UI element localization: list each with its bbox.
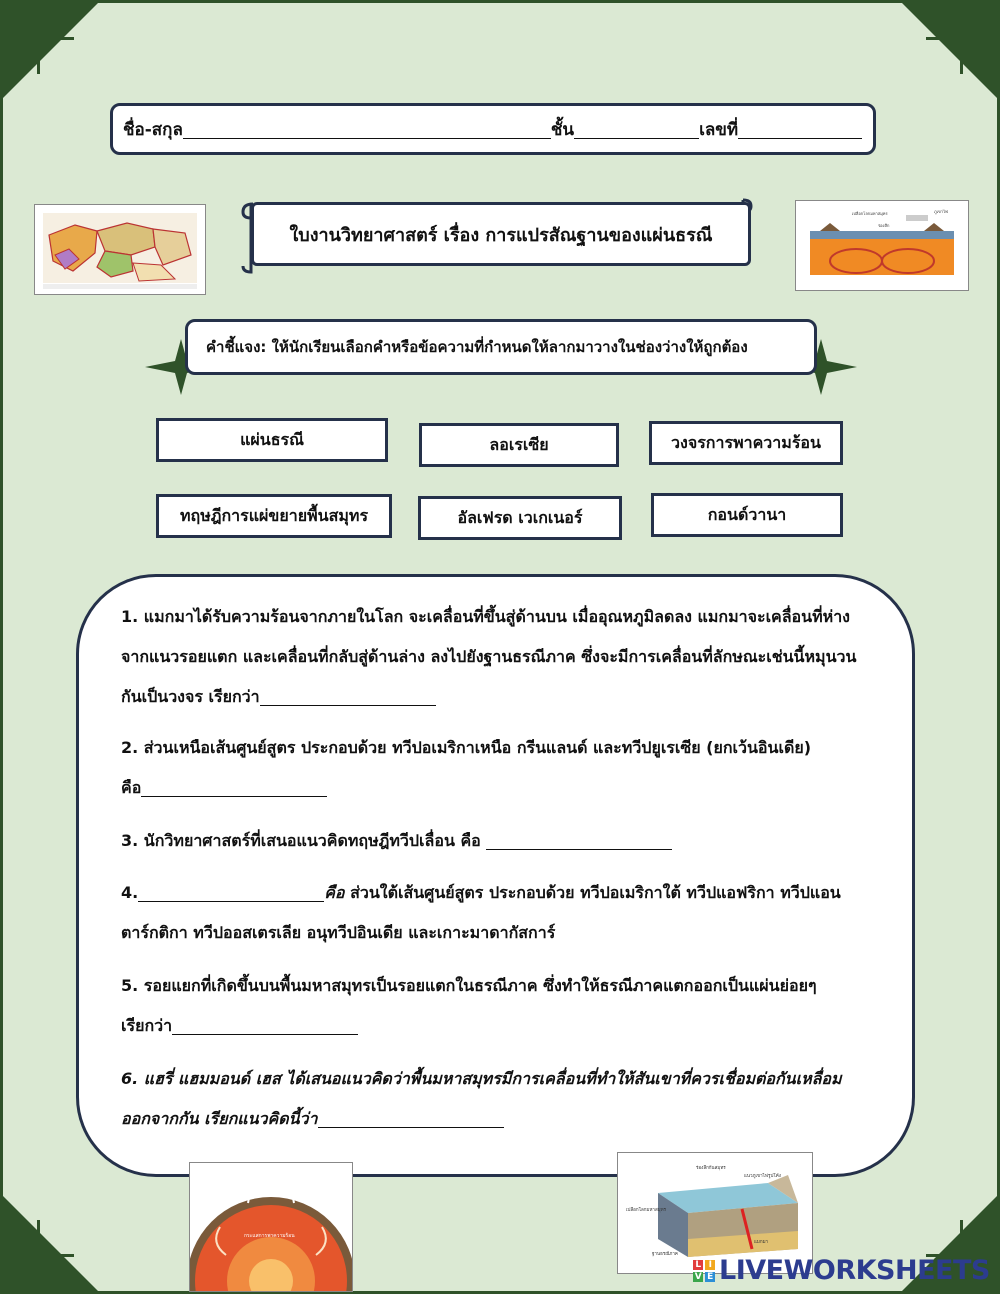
question-2-line xyxy=(121,768,891,808)
plate-map-illustration xyxy=(35,205,205,294)
live-letter: V xyxy=(694,1271,702,1282)
live-letter: L xyxy=(693,1260,703,1270)
mantle-convection-illustration xyxy=(190,1163,352,1291)
answer-blank-2[interactable] xyxy=(141,776,327,797)
illustration-label: ภูเขาไฟ xyxy=(934,209,948,214)
name-blank xyxy=(183,120,551,139)
number-blank xyxy=(738,120,862,139)
live-badge xyxy=(693,1260,715,1282)
illustration-label: ร่องลึก xyxy=(878,223,890,228)
question-1-line: 1. แมกมาได้รับความร้อนจากภายในโลก จะเคลื่อนที่ขึ้นสู่ด้านบน เมื่ออุณหภูมิลดลง แมกมาจะเคลื่อนที่ห่าง xyxy=(121,607,850,626)
answer-blank-3[interactable] xyxy=(486,829,672,850)
question-2-line: 2. ส่วนเหนือเส้นศูนย์สูตร ประกอบด้วย ทวีปอเมริกาเหนือ กรีนแลนด์ และทวีปยูเรเซีย (ยกเว้นอินเดีย) xyxy=(121,738,812,757)
question-3-line xyxy=(121,821,891,861)
question-3 xyxy=(121,821,891,861)
question-5 xyxy=(121,966,891,1046)
illustration-label: ร่องลึกก้นสมุทร xyxy=(696,1166,726,1171)
frame-inner-corner xyxy=(37,1220,74,1257)
question-1-line xyxy=(121,677,891,717)
liveworksheets-logo xyxy=(693,1255,990,1286)
answer-blank-6[interactable] xyxy=(318,1107,504,1128)
illustration-label: แนวภูเขาไฟรูปโค้ง xyxy=(744,1174,781,1179)
class-blank xyxy=(574,120,699,139)
live-letter: E xyxy=(705,1272,715,1282)
world-map-image xyxy=(34,204,206,295)
illustration-label: เปลือกโลกมหาสมุทร xyxy=(852,211,888,216)
answer-blank-1[interactable] xyxy=(260,685,436,706)
class-label: ชั้น xyxy=(550,119,575,140)
frame-inner-corner xyxy=(37,37,74,74)
word-chip-gondwana[interactable]: กอนด์วานา xyxy=(651,493,843,537)
question-5-text: เรียกว่า xyxy=(121,1016,173,1035)
worksheet-title: ใบงานวิทยาศาสตร์ เรื่อง การแปรสัณฐานของแผ่นธรณี xyxy=(251,202,751,266)
illustration-label: เปลือกโลกมหาสมุทร xyxy=(626,1208,667,1213)
word-chip-wegener[interactable]: อัลเฟรด เวเกเนอร์ xyxy=(418,496,622,540)
word-chip-laurasia[interactable]: ลอเรเซีย xyxy=(419,423,619,467)
student-info-bar xyxy=(110,103,876,155)
title-scroll xyxy=(239,196,755,276)
word-chip-seafloor-spreading[interactable]: ทฤษฎีการแผ่ขยายพื้นสมุทร xyxy=(156,494,392,538)
question-4-is: คือ xyxy=(324,883,345,902)
brand-text: LIVEWORKSHEETS xyxy=(719,1255,990,1286)
name-label: ชื่อ-สกุล xyxy=(123,119,183,140)
subduction-illustration xyxy=(796,201,968,290)
word-chip-convection[interactable]: วงจรการพาความร้อน xyxy=(649,421,843,465)
question-6-line: 6. แฮรี่ แฮมมอนด์ เฮส ได้เสนอแนวคิดว่าพื้นมหาสมุทรมีการเคลื่อนที่ทำให้สันเขาที่ควรเชื่อมต่อกันเหลื่อม xyxy=(121,1069,842,1088)
question-4-number: 4. xyxy=(121,883,139,902)
question-4-text: ส่วนใต้เส้นศูนย์สูตร ประกอบด้วย ทวีปอเมริกาใต้ ทวีปแอฟริกา ทวีปแอน xyxy=(344,883,841,902)
question-6 xyxy=(121,1059,891,1139)
answer-blank-5[interactable] xyxy=(172,1014,358,1035)
illustration-label: กระแสการพาความร้อน xyxy=(244,1233,295,1239)
question-2 xyxy=(121,728,891,808)
question-5-line: 5. รอยแยกที่เกิดขึ้นบนพื้นมหาสมุทรเป็นรอยแตกในธรณีภาค ซึ่งทำให้ธรณีภาคแตกออกเป็นแผ่นย่อยๆ xyxy=(121,976,817,995)
number-label: เลขที่ xyxy=(699,119,739,140)
question-4 xyxy=(121,873,891,953)
instruction-text: คำชี้แจง: ให้นักเรียนเลือกคำหรือข้อความที่กำหนดให้ลากมาวางในช่องว่างให้ถูกต้อง xyxy=(185,319,817,375)
question-5-line xyxy=(121,1006,891,1046)
question-6-line xyxy=(121,1099,891,1139)
illustration-label: ฐานธรณีภาค xyxy=(652,1252,678,1257)
question-6-text: ออกจากกัน เรียกแนวคิดนี้ว่า xyxy=(121,1109,318,1128)
frame-inner-corner xyxy=(926,37,963,74)
word-chip-plate[interactable]: แผ่นธรณี xyxy=(156,418,388,462)
instruction-ribbon xyxy=(143,319,859,389)
tectonic-cross-section-image xyxy=(795,200,969,291)
answer-blank-4[interactable] xyxy=(138,881,324,902)
question-1 xyxy=(121,597,891,717)
question-4-line xyxy=(121,873,891,913)
question-1-text: กันเป็นวงจร เรียกว่า xyxy=(121,687,260,706)
question-3-text: 3. นักวิทยาศาสตร์ที่เสนอแนวคิดทฤษฎีทวีปเลื่อน คือ xyxy=(121,831,481,850)
earth-convection-image xyxy=(189,1162,353,1292)
illustration-label: แมกมา xyxy=(754,1240,769,1245)
live-letter: I xyxy=(705,1260,715,1270)
question-2-text: คือ xyxy=(121,778,142,797)
frame-inner-corner xyxy=(926,1220,963,1257)
question-4-line: ตาร์กติกา ทวีปออสเตรเลีย อนุทวีปอินเดีย และเกาะมาดากัสการ์ xyxy=(121,923,556,942)
question-1-line: จากแนวรอยแตก และเคลื่อนที่กลับสู่ด้านล่าง ลงไปยังฐานธรณีภาค ซึ่งจะมีการเคลื่อนที่ลักษณะเช่นนี้หมุนวน xyxy=(121,647,857,666)
